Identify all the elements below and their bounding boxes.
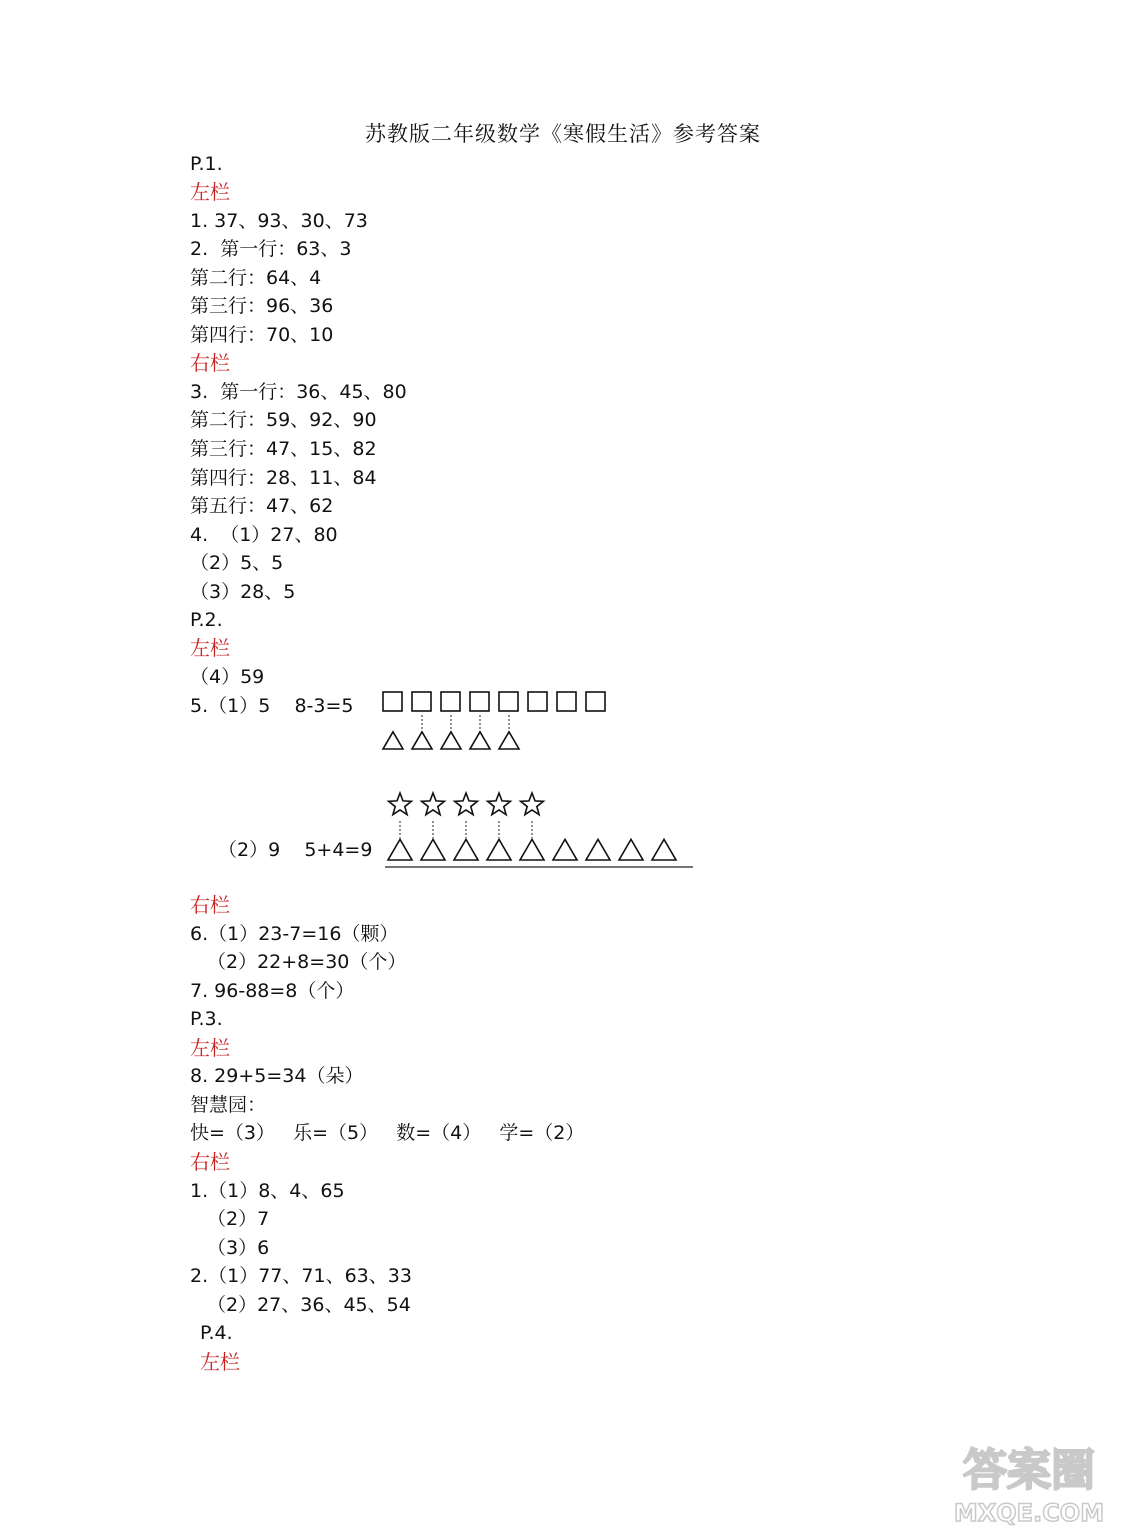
section-label: 右栏: [190, 1150, 230, 1174]
answer-line: 1.（1）8、4、65: [190, 1180, 345, 1202]
answer-line: 1. 37、93、30、73: [190, 210, 368, 232]
section-label: 左栏: [190, 180, 230, 204]
triangle-shape: [412, 732, 432, 749]
section-label: 左栏: [190, 1036, 230, 1060]
answer-line: （3）6: [207, 1237, 270, 1259]
watermark-top: 答案圈: [963, 1445, 1095, 1496]
triangle-shape: [383, 732, 403, 749]
page-title: 苏教版二年级数学《寒假生活》参考答案: [365, 122, 761, 146]
triangle-shape: [652, 839, 676, 860]
answer-line: 智慧园：: [190, 1094, 267, 1116]
square-shape: [383, 692, 402, 711]
answer-line: 7. 96-88=8（个）: [190, 980, 355, 1002]
triangle-shape: [487, 839, 511, 860]
answer-line: P.4.: [200, 1322, 233, 1344]
triangle-shape: [441, 732, 461, 749]
answer-line: 第三行：96、36: [190, 295, 334, 317]
answer-line: 4. （1）27、80: [190, 524, 338, 546]
answer-line: （2）7: [207, 1208, 270, 1230]
answer-line: （2）27、36、45、54: [207, 1294, 411, 1316]
answer-line: P.2.: [190, 609, 223, 631]
answer-line: 第二行：59、92、90: [190, 409, 377, 431]
answer-line: 快=（3） 乐=（5） 数=（4） 学=（2）: [190, 1122, 585, 1144]
star-shape: [488, 793, 511, 815]
square-shape: [412, 692, 431, 711]
square-shape: [470, 692, 489, 711]
triangle-shape: [499, 732, 519, 749]
square-shape: [586, 692, 605, 711]
triangle-shape: [520, 839, 544, 860]
answer-line: 第三行：47、15、82: [190, 438, 377, 460]
section-label: 右栏: [190, 893, 230, 917]
watermark-logo: [944, 1433, 1114, 1528]
answer-line: 2.（1）77、71、63、33: [190, 1265, 412, 1287]
square-shape: [557, 692, 576, 711]
triangle-shape: [388, 839, 412, 860]
triangle-shape: [454, 839, 478, 860]
answer-line: （2）22+8=30（个）: [207, 951, 407, 973]
triangle-shape: [470, 732, 490, 749]
square-shape: [499, 692, 518, 711]
triangle-shape: [619, 839, 643, 860]
section-label: 左栏: [190, 636, 230, 660]
square-shape: [441, 692, 460, 711]
answer-line: 6.（1）23-7=16（颗）: [190, 923, 399, 945]
star-shape: [521, 793, 544, 815]
star-shape: [455, 793, 478, 815]
answer-line: （2）9 5+4=9: [218, 839, 373, 861]
answer-line: 3. 第一行：36、45、80: [190, 381, 407, 403]
answer-line: （2）5、5: [190, 552, 284, 574]
section-label: 右栏: [190, 351, 230, 375]
section-label: 左栏: [200, 1350, 240, 1374]
answer-line: 第二行：64、4: [190, 267, 322, 289]
answer-line: P.1.: [190, 153, 223, 175]
answer-line: 第四行：28、11、84: [190, 467, 377, 489]
star-shape: [422, 793, 445, 815]
answer-line: 2. 第一行：63、3: [190, 238, 352, 260]
watermark-bottom: MXQE.COM: [953, 1499, 1105, 1527]
figure-stars-triangles: [380, 788, 700, 873]
triangle-shape: [553, 839, 577, 860]
triangle-shape: [586, 839, 610, 860]
square-shape: [528, 692, 547, 711]
answer-line: 5.（1）5 8-3=5: [190, 695, 354, 717]
star-shape: [389, 793, 412, 815]
answer-line: （4）59: [190, 666, 265, 688]
answer-line: P.3.: [190, 1008, 223, 1030]
answer-line: 第五行：47、62: [190, 495, 334, 517]
answer-line: 8. 29+5=34（朵）: [190, 1065, 364, 1087]
triangle-shape: [421, 839, 445, 860]
answer-line: （3）28、5: [190, 581, 296, 603]
figure-squares-triangles: [378, 688, 628, 758]
answer-line: 第四行：70、10: [190, 324, 334, 346]
